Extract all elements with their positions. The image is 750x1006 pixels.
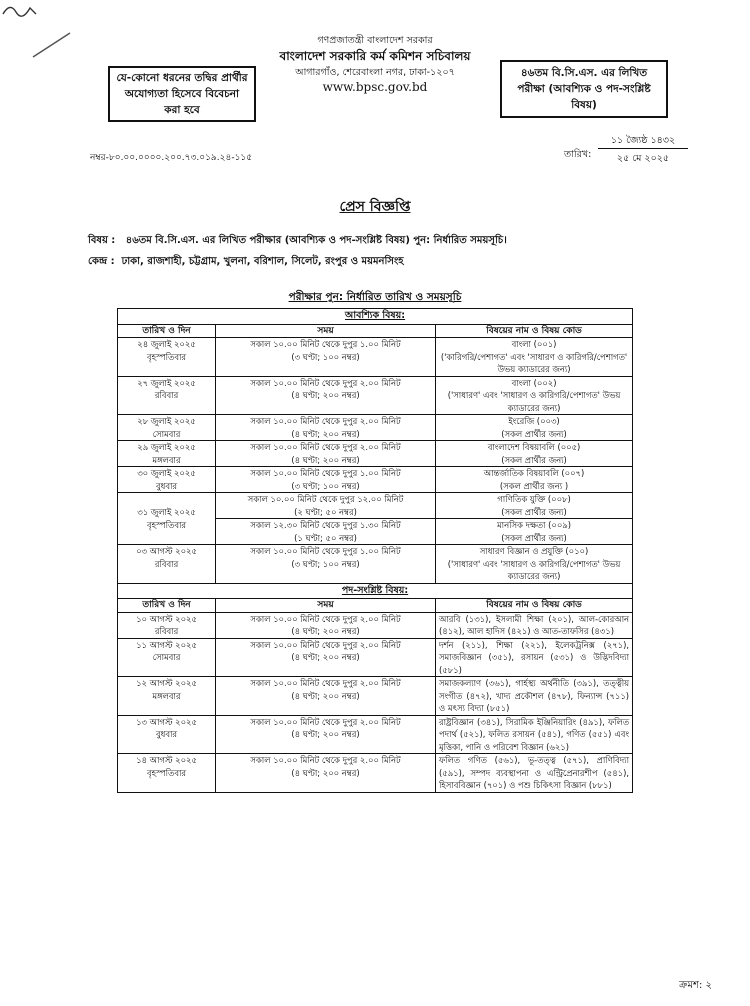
exam-time: সকাল ১০.০০ মিনিট থেকে দুপুর ২.০০ মিনিট bbox=[250, 416, 401, 426]
table-row bbox=[118, 467, 633, 493]
exam-subject: ইংরেজি (০০৩) bbox=[508, 416, 560, 426]
exam-marks: (৪ ঘণ্টা; ২০০ নম্বর) bbox=[291, 428, 360, 439]
org-name: বাংলাদেশ সরকারি কর্ম কমিশন সচিবালয় bbox=[279, 49, 471, 63]
exam-subject: বাংলাদেশ বিষয়াবলি (০০৫) bbox=[487, 442, 581, 452]
center-label: কেন্দ্র : bbox=[88, 256, 115, 267]
exam-marks: (২ ঘণ্টা; ৫০ নম্বর) bbox=[294, 506, 357, 517]
exam-subjects: আরবি (১৩১), ইসলামী শিক্ষা (২০১), আল-কোরআন (৪১২), আল হাদিস (৪২১) ও আত-তাফসির (৪৩১) bbox=[439, 613, 630, 636]
exam-time: সকাল ১০.০০ মিনিট থেকে দুপুর ২.০০ মিনিট bbox=[250, 613, 401, 624]
exam-day: বৃহস্পতিবার bbox=[146, 351, 187, 362]
subject-text: ৪৬তম বি.সি.এস. এর লিখিত পরীক্ষার (আবশ্যিক ও পদ-সংশ্লিষ্ট বিষয়) পুন: নির্ধারিত সময়সূচি। bbox=[125, 235, 507, 246]
exam-date: ৩১ জুলাই ২০২৫ bbox=[137, 507, 196, 517]
date-label: তারিখ: bbox=[564, 149, 592, 160]
table-row bbox=[118, 754, 633, 793]
exam-notice-box: ৪৬তম বি.সি.এস. এর লিখিত পরীক্ষা (আবশ্যিক ও পদ-সংশ্লিষ্ট বিষয়) bbox=[500, 60, 668, 118]
col-subject-header: বিষয়ের নাম ও বিষয় কোড bbox=[486, 325, 582, 336]
exam-time: সকাল ১০.০০ মিনিট থেকে দুপুর ১.০০ মিনিট bbox=[250, 339, 401, 349]
exam-marks: (৩ ঘণ্টা; ১০০ নম্বর) bbox=[291, 558, 360, 569]
exam-date: ১৩ আগস্ট ২০২৫ bbox=[136, 716, 197, 727]
exam-note: ('কারিগরি/পেশাগত' এবং 'সাধারণ ও কারিগরি/পেশাগত' উভয় ক্যাডারের জন্য) bbox=[440, 351, 628, 374]
table-row bbox=[118, 441, 633, 467]
center-line bbox=[88, 254, 688, 269]
exam-date: ২৮ জুলাই ২০২৫ bbox=[137, 416, 196, 426]
exam-date: ২৪ জুলাই ২০২৫ bbox=[137, 339, 196, 349]
table-row bbox=[118, 376, 633, 415]
center-text: ঢাকা, রাজশাহী, চট্টগ্রাম, খুলনা, বরিশাল, সিলেট, রংপুর ও ময়মনসিংহ bbox=[121, 256, 404, 267]
exam-time: সকাল ১০.০০ মিনিট থেকে দুপুর ২.০০ মিনিট bbox=[250, 639, 401, 650]
exam-time: সকাল ১২.৩০ মিনিট থেকে দুপুর ১.৩০ মিনিট bbox=[250, 520, 401, 530]
subject-line bbox=[88, 233, 688, 248]
exam-time: সকাল ১০.০০ মিনিট থেকে দুপুর ২.০০ মিনিট bbox=[250, 377, 401, 388]
exam-subject: মানসিক দক্ষতা (০০৯) bbox=[497, 520, 571, 530]
table-row bbox=[118, 493, 633, 519]
exam-date: ১৪ আগস্ট ২০২৫ bbox=[136, 755, 197, 765]
exam-subjects: সমাজকল্যাণ (৩৬১), গার্হস্থ্য অর্থনীতি (৩৯১), তত্ত্বীয় সংগীত (৪৭২), খাদ্য প্রকৌশল (৪৭৮), ফিন্যান্স (৭১১) ও মৎস্য বিদ্যা (৮৫১) bbox=[439, 678, 630, 713]
exam-marks: (৪ ঘণ্টা; ২০০ নম্বর) bbox=[291, 690, 360, 701]
table-row bbox=[118, 545, 633, 584]
exam-subjects: দর্শন (২১১), শিক্ষা (২২১), ইলেকট্রনিক্স (২৭১), সমাজবিজ্ঞান (৩৫১), রসায়ন (৫৩১) ও উদ্ভিদবিদ্যা (৫৮১) bbox=[439, 639, 630, 675]
exam-day: রবিবার bbox=[154, 558, 179, 569]
exam-time: সকাল ১০.০০ মিনিট থেকে দুপুর ১২.০০ মিনিট bbox=[247, 494, 404, 504]
exam-date: ১০ আগস্ট ২০২৫ bbox=[136, 613, 197, 624]
exam-date: ১২ আগস্ট ২০২৫ bbox=[136, 678, 197, 688]
col-date-header: তারিখ ও দিন bbox=[142, 325, 191, 336]
exam-subject: আন্তর্জাতিক বিষয়াবলি (০০৭) bbox=[483, 468, 585, 478]
col-time-header: সময় bbox=[317, 325, 334, 336]
exam-day: বৃহস্পতিবার bbox=[146, 767, 187, 778]
exam-day: মঙ্গলবার bbox=[152, 454, 181, 465]
table-row bbox=[118, 612, 633, 638]
exam-subject: সাধারণ বিজ্ঞান ও প্রযুক্তি (০১০) bbox=[479, 546, 589, 556]
exam-note: (সকল প্রার্থীর জন্য ) bbox=[499, 480, 569, 491]
exam-note: (সকল প্রার্থীর জন্য) bbox=[501, 506, 567, 517]
section-compulsory-title: আবশ্যিক বিষয়: bbox=[344, 310, 406, 321]
exam-time: সকাল ১০.০০ মিনিট থেকে দুপুর ২.০০ মিনিট bbox=[250, 678, 401, 688]
schedule-caption: পরীক্ষার পুন: নির্ধারিত তারিখ ও সময়সূচি bbox=[288, 291, 462, 303]
exam-time: সকাল ১০.০০ মিনিট থেকে দুপুর ২.০০ মিনিট bbox=[250, 716, 401, 727]
exam-marks: (৩ ঘণ্টা; ১০০ নম্বর) bbox=[291, 480, 360, 491]
exam-day: রবিবার bbox=[154, 390, 179, 400]
table-row bbox=[118, 415, 633, 441]
exam-marks: (৩ ঘণ্টা; ১০০ নম্বর) bbox=[291, 351, 360, 362]
date-english: ২৫ মে ২০২৫ bbox=[616, 153, 670, 164]
exam-marks: (৪ ঘণ্টা; ২০০ নম্বর) bbox=[291, 390, 360, 400]
col-subject-header: বিষয়ের নাম ও বিষয় কোড bbox=[486, 600, 582, 610]
exam-note: ('সাধারণ' এবং 'সাধারণ ও কারিগরি/পেশাগত' উভয় ক্যাডারের জন্য) bbox=[447, 558, 621, 581]
exam-day: বুধবার bbox=[155, 480, 178, 491]
exam-marks: (৪ ঘণ্টা; ২০০ নম্বর) bbox=[291, 729, 360, 739]
exam-day: রবিবার bbox=[154, 626, 179, 636]
schedule-table bbox=[117, 308, 633, 793]
date-bangla: ১১ জ্যৈষ্ঠ ১৪৩২ bbox=[598, 134, 688, 149]
page-title: প্রেস বিজ্ঞপ্তি bbox=[339, 199, 411, 215]
exam-date: ০৩ আগস্ট ২০২৫ bbox=[136, 546, 197, 556]
exam-subject: বাংলা (০০২) bbox=[511, 377, 557, 388]
exam-day: বৃহস্পতিবার bbox=[146, 519, 187, 530]
table-row bbox=[118, 338, 633, 377]
exam-time: সকাল ১০.০০ মিনিট থেকে দুপুর ১.০০ মিনিট bbox=[250, 468, 401, 478]
org-address: আগারগাঁও, শেরেবাংলা নগর, ঢাকা-১২০৭ bbox=[295, 67, 455, 78]
section-post bbox=[118, 583, 633, 599]
lobbying-warning-box: যে-কোনো ধরনের তদ্বির প্রার্থীর অযোগ্যতা হিসেবে বিবেচনা করা হবে bbox=[108, 66, 256, 122]
page-continuation: ক্রমশ: ২ bbox=[679, 980, 712, 991]
exam-day: সোমবার bbox=[152, 652, 181, 662]
exam-note: (সকল প্রার্থীর জন্য) bbox=[501, 454, 567, 465]
exam-subjects: ফলিত গণিত (৫৬১), ভূ-তত্ত্ব (৫৭১), প্রাণিবিদ্যা (৫৯১), সম্পদ ব্যবস্থাপনা ও এন্ট্রিপ্রেনারশীপ (৫৪১), হিসাববিজ্ঞান (৭০১) ও পশু চিকিৎসা বিজ্ঞান (৮৮১) bbox=[439, 755, 630, 790]
col-time-header: সময় bbox=[317, 600, 334, 610]
col-date-header: তারিখ ও দিন bbox=[142, 600, 191, 610]
table-header-row bbox=[118, 599, 633, 613]
subject-label: বিষয় : bbox=[88, 235, 116, 246]
section-post-title: পদ-সংশ্লিষ্ট বিষয়: bbox=[341, 584, 409, 596]
exam-day: সোমবার bbox=[152, 428, 181, 439]
table-row bbox=[118, 677, 633, 716]
table-header-row bbox=[118, 324, 633, 338]
exam-time: সকাল ১০.০০ মিনিট থেকে দুপুর ২.০০ মিনিট bbox=[250, 755, 401, 765]
exam-date: ২৯ জুলাই ২০২৫ bbox=[137, 442, 196, 452]
exam-day: মঙ্গলবার bbox=[152, 690, 181, 701]
exam-date: ২৭ জুলাই ২০২৫ bbox=[137, 377, 196, 388]
exam-marks: (১ ঘণ্টা; ৫০ নম্বর) bbox=[294, 532, 357, 543]
exam-date: ৩০ জুলাই ২০২৫ bbox=[137, 468, 196, 478]
exam-subject: বাংলা (০০১) bbox=[511, 339, 557, 349]
exam-time: সকাল ১০.০০ মিনিট থেকে দুপুর ১.০০ মিনিট bbox=[250, 546, 401, 556]
exam-note: (সকল প্রার্থীর জন্য) bbox=[501, 428, 567, 439]
exam-time: সকাল ১০.০০ মিনিট থেকে দুপুর ২.০০ মিনিট bbox=[250, 442, 401, 452]
memo-number: নম্বর-৮০.০০.০০০০.২০০.৭৩.০১৯.২৪-১১৫ bbox=[90, 153, 253, 163]
exam-note: (সকল প্রার্থীর জন্য) bbox=[501, 532, 567, 543]
exam-marks: (৪ ঘণ্টা; ২০০ নম্বর) bbox=[291, 454, 360, 465]
exam-marks: (৪ ঘণ্টা; ২০০ নম্বর) bbox=[291, 767, 360, 778]
exam-day: বুধবার bbox=[155, 729, 178, 739]
exam-date: ১১ আগস্ট ২০২৫ bbox=[136, 639, 197, 650]
exam-note: ('সাধারণ' এবং 'সাধারণ ও কারিগরি/পেশাগত' উভয় ক্যাডারের জন্য) bbox=[447, 390, 621, 413]
gov-line: গণপ্রজাতন্ত্রী বাংলাদেশ সরকার bbox=[317, 35, 433, 46]
section-compulsory bbox=[118, 309, 633, 325]
website-link[interactable]: www.bpsc.gov.bd bbox=[322, 80, 428, 94]
exam-subjects: রাষ্ট্রবিজ্ঞান (৩৪১), সিরামিক ইঞ্জিনিয়ারিং (৪৯১), ফলিত পদার্থ (৫২১), ফলিত রসায়ন (৫৪১), গণিত (৫৫১) এবং মৃত্তিকা, পানি ও পরিবেশ বিজ্ঞান (৬২১) bbox=[439, 716, 630, 752]
exam-subject: গাণিতিক যুক্তি (০০৮) bbox=[497, 494, 571, 504]
table-row bbox=[118, 715, 633, 754]
table-row bbox=[118, 638, 633, 677]
exam-marks: (৪ ঘণ্টা; ২০০ নম্বর) bbox=[291, 652, 360, 662]
exam-marks: (৪ ঘণ্টা; ২০০ নম্বর) bbox=[291, 626, 360, 636]
signature-mark-icon bbox=[0, 0, 40, 18]
